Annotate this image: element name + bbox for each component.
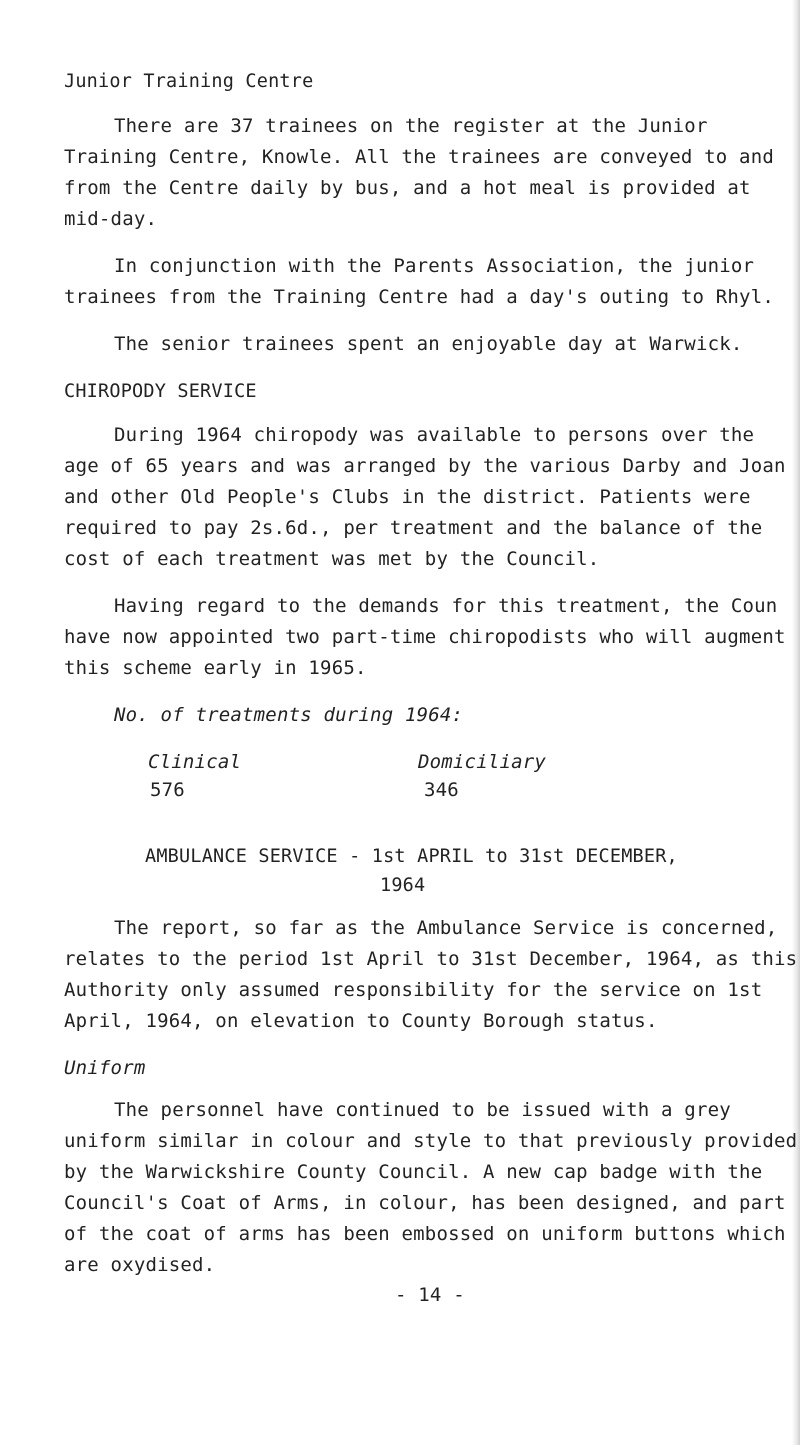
ambulance-para1-line1: The report, so far as the Ambulance Service is concerned, — [114, 917, 778, 939]
ambulance-para1-line2: relates to the period 1st April to 31st December, 1964, as this — [64, 948, 798, 970]
uniform-para-line3: by the Warwickshire County Council. A new cap badge with the — [64, 1161, 763, 1183]
uniform-heading: Uniform — [64, 1057, 146, 1079]
ambulance-heading-line1: AMBULANCE SERVICE - 1st APRIL to 31st DECEMBER, — [145, 846, 678, 867]
chiropody-para2-line3: this scheme early in 1965. — [64, 657, 367, 679]
chiropody-para1-line1: During 1964 chiropody was available to persons over the — [114, 424, 755, 446]
junior-para1-line3: from the Centre daily by bus, and a hot meal is provided at — [64, 177, 751, 199]
chiropody-para1-line3: and other Old People's Clubs in the district. Patients were — [64, 486, 751, 508]
uniform-para-line2: uniform similar in colour and style to that previously provided — [64, 1130, 798, 1152]
chiropody-heading: CHIROPODY SERVICE — [64, 381, 257, 402]
page-number: - 14 - — [395, 1284, 465, 1306]
junior-training-heading: Junior Training Centre — [64, 71, 314, 92]
chiropody-para1-line5: cost of each treatment was met by the Council. — [64, 548, 600, 570]
junior-para1-line1: There are 37 trainees on the register at the Junior — [114, 115, 708, 137]
ambulance-para1-line4: April, 1964, on elevation to County Borough status. — [64, 1010, 658, 1032]
junior-para2-line2: trainees from the Training Centre had a day's outing to Rhyl. — [64, 286, 774, 308]
domiciliary-value: 346 — [424, 779, 459, 801]
uniform-para-line5: of the coat of arms has been embossed on uniform buttons which — [64, 1223, 786, 1245]
chiropody-para1-line2: age of 65 years and was arranged by the various Darby and Joan — [64, 455, 786, 477]
ambulance-heading-line2: 1964 — [380, 875, 426, 896]
uniform-para-line6: are oxydised. — [64, 1254, 216, 1276]
uniform-para-line1: The personnel have continued to be issued with a grey — [114, 1099, 731, 1121]
page-edge-shadow — [792, 0, 800, 1445]
junior-para1-line2: Training Centre, Knowle. All the trainees are conveyed to and — [64, 146, 774, 168]
uniform-para-line4: Council's Coat of Arms, in colour, has been designed, and part — [64, 1192, 786, 1214]
treatments-title: No. of treatments during 1964: — [114, 704, 464, 726]
domiciliary-label: Domiciliary — [418, 751, 547, 773]
junior-para2-line1: In conjunction with the Parents Association, the junior — [114, 255, 755, 277]
chiropody-para2-line1: Having regard to the demands for this treatment, the Coun — [114, 595, 778, 617]
chiropody-para2-line2: have now appointed two part-time chiropodists who will augment — [64, 626, 786, 648]
chiropody-para1-line4: required to pay 2s.6d., per treatment and the balance of the — [64, 517, 763, 539]
junior-para1-line4: mid-day. — [64, 208, 158, 230]
clinical-label: Clinical — [148, 751, 242, 773]
junior-para3-line1: The senior trainees spent an enjoyable day at Warwick. — [114, 333, 743, 355]
clinical-value: 576 — [150, 779, 185, 801]
ambulance-para1-line3: Authority only assumed responsibility for the service on 1st — [64, 979, 763, 1001]
